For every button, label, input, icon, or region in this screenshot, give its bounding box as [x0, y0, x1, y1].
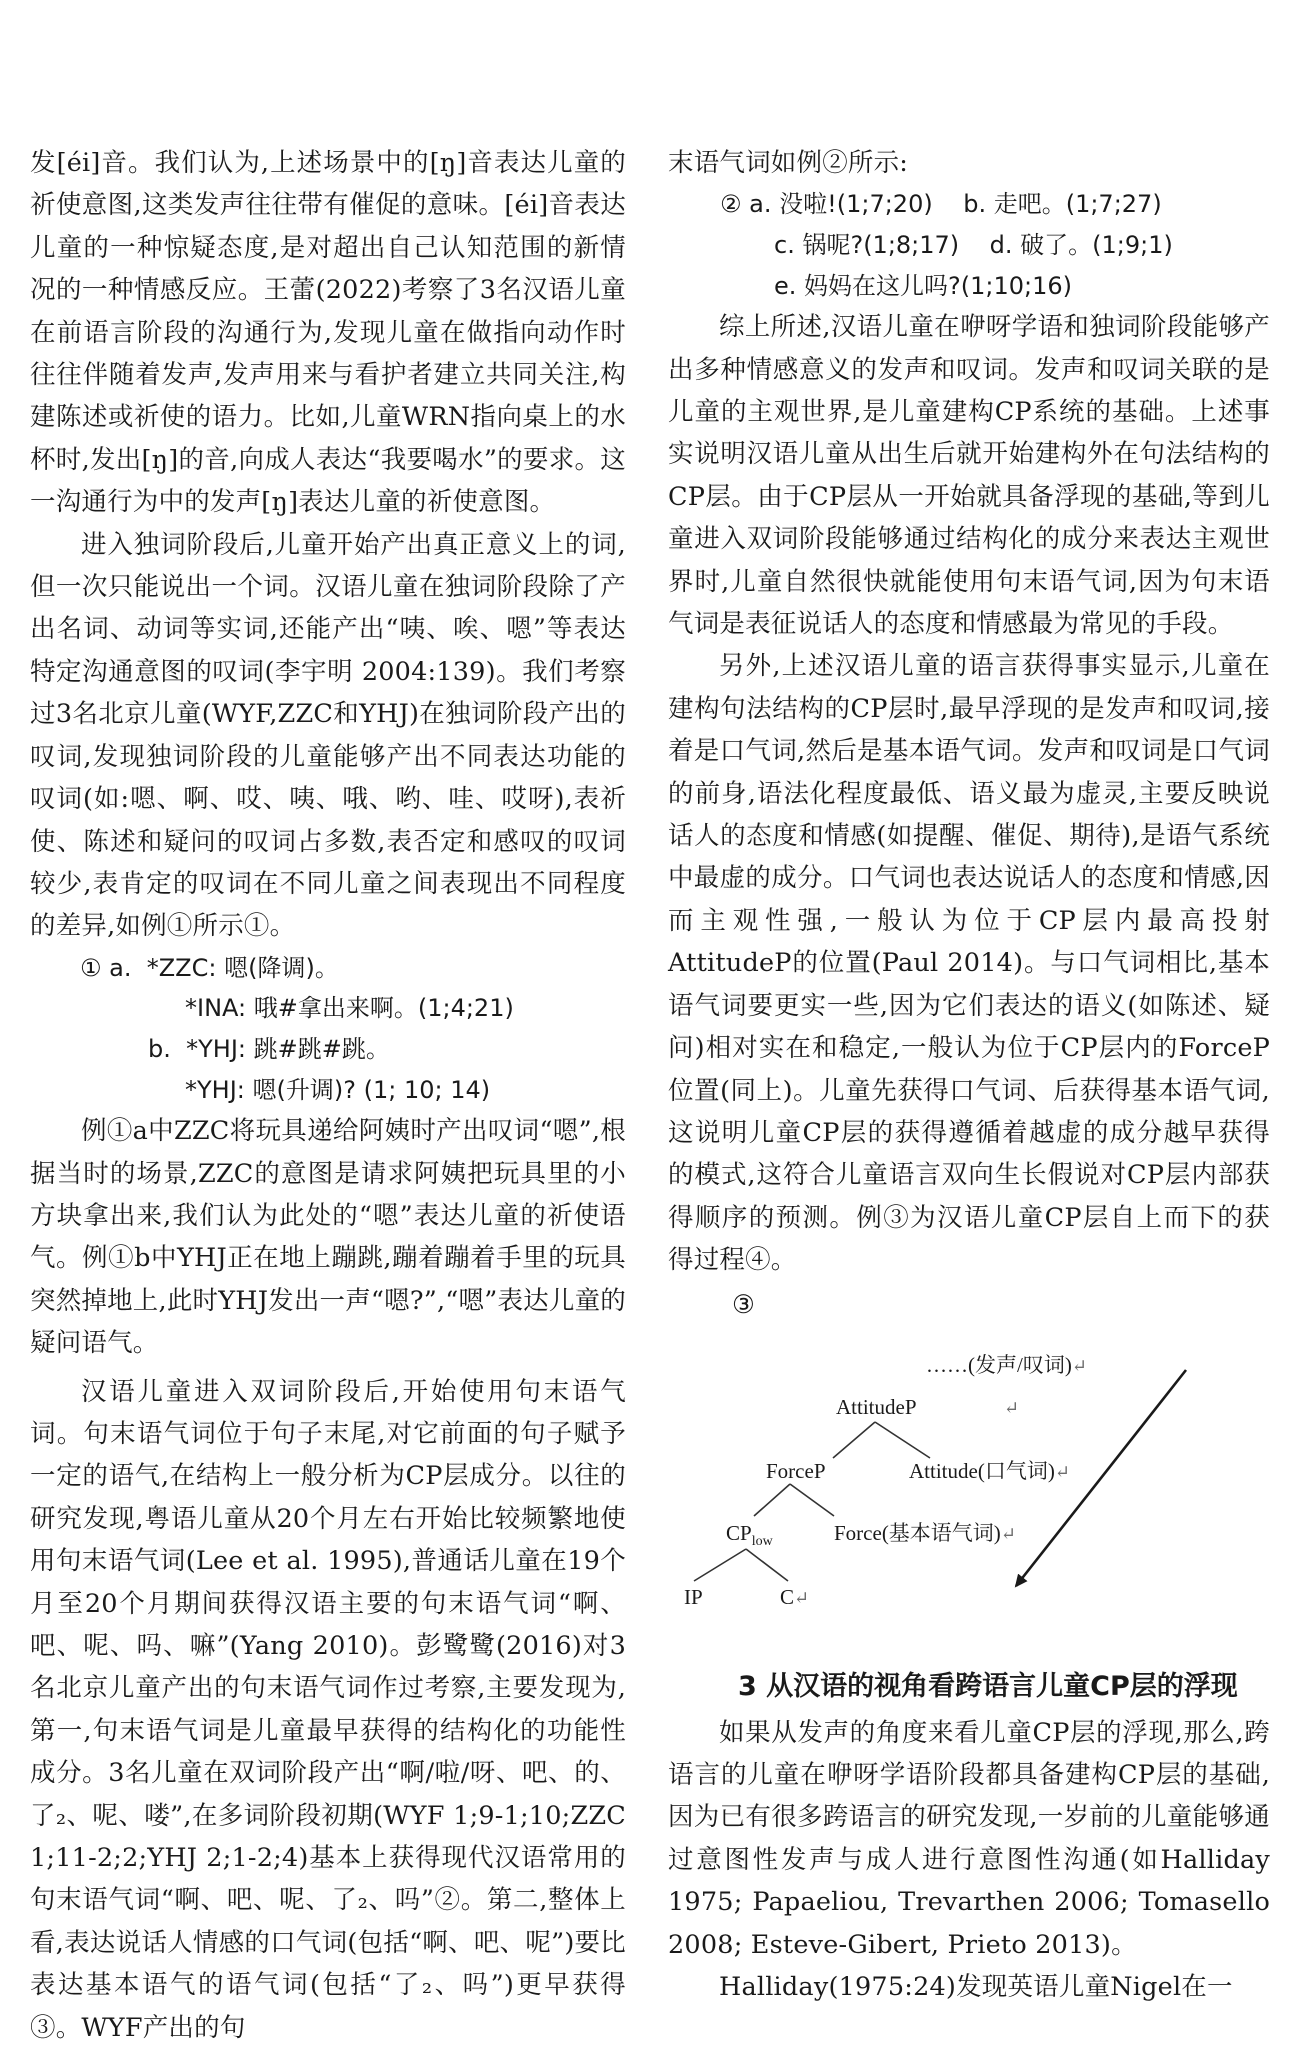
- tree-node-top: ……(发声/叹词)↵: [926, 1352, 1087, 1377]
- example-1-line-a2: *INA: 哦#拿出来啊。(1;4;21): [185, 994, 514, 1023]
- section-title: 3 从汉语的视角看跨语言儿童CP层的浮现: [738, 1670, 1238, 1702]
- tree-node-forcep: ForceP: [766, 1458, 826, 1483]
- right-paragraph-3: 另外,上述汉语儿童的语言获得事实显示,儿童在建构句法结构的CP层时,最早浮现的是发声和叹词,接着是口气词,然后是基本语气词。发声和叹词是口气词的前身,语法化程度最低、语义最为虚灵,主要反映说话人的态度和情感(如提醒、催促、期待),是语气系统中最虚的成分。口气词也表达说话人的态度和情感,因而主观性强,一般认为位于CP层内最高投射AttitudeP的位置(Paul 2014)。与口气词相比,基本语气词要更实一些,因为它们表达的语义(如陈述、疑问)相对实在和稳定,一般认为位于CP层内的ForceP位置(同上)。儿童先获得口气词、后获得基本语气词,这说明儿童CP层的获得遵循着越虚的成分越早获得的模式,这符合儿童语言双向生长假说对CP层内部获得顺序的预测。例③为汉语儿童CP层自上而下的获得过程④。: [668, 651, 1270, 1276]
- tree-node-force: Force(基本语气词)↵: [834, 1520, 1016, 1545]
- left-paragraph-2: 进入独词阶段后,儿童开始产出真正意义上的词,但一次只能说出一个词。汉语儿童在独词阶段除了产出名词、动词等实词,还能产出“咦、唉、嗯”等表达特定沟通意图的叹词(李宇明 2004:139)。我们考察过3名北京儿童(WYF,ZZC和YHJ)在独词阶段产出的叹词,发现独词阶段的儿童能够产出不同表达功能的叹词(如:嗯、啊、哎、咦、哦、哟、哇、哎呀),表祈使、陈述和疑问的叹词占多数,表否定和感叹的叹词较少,表肯定的叹词在不同儿童之间表现出不同程度的差异,如例①所示①。: [30, 529, 626, 942]
- tree-node-ip: IP: [684, 1584, 703, 1609]
- left-paragraph-4: 汉语儿童进入双词阶段后,开始使用句末语气词。句末语气词位于句子末尾,对它前面的句子赋予一定的语气,在结构上一般分析为CP层成分。以往的研究发现,粤语儿童从20个月左右开始比较频繁地使用句末语气词(Lee et al. 1995),普通话儿童在19个月至20个月期间获得汉语主要的句末语气词“啊、吧、呢、吗、嘛”(Yang 2010)。彭鹭鹭(2016)对3名北京儿童产出的句末语气词作过考察,主要发现为,第一,句末语气词是儿童最早获得的结构化的功能性成分。3名儿童在双词阶段产出“啊/啦/呀、吧、的、了₂、呢、喽”,在多词阶段初期(WYF 1;9-1;10;ZZC 1;11-2;2;YHJ 2;1-2;4)基本上获得现代汉语常用的句末语气词“啊、吧、呢、了₂、吗”②。第二,整体上看,表达说话人情感的口气词(包括“啊、吧、呢”)要比表达基本语气的语气词(包括“了₂、吗”)更早获得③。WYF产出的句: [30, 1376, 626, 2043]
- branch-forcep-force: [790, 1484, 834, 1516]
- example-2-line-1: ② a. 没啦!(1;7;20) b. 走吧。(1;7;27): [720, 190, 1162, 219]
- return-mark: ↵: [1000, 1523, 1016, 1544]
- left-paragraph-1: 发[éi]音。我们认为,上述场景中的[ŋ]音表达儿童的祈使意图,这类发声往往带有催促的意味。[éi]音表达儿童的一种惊疑态度,是对超出自己认知范围的新情况的一种情感反应。王蕾(2022)考察了3名汉语儿童在前语言阶段的沟通行为,发现儿童在做指向动作时往往伴随着发声,发声用来与看护者建立共同关注,构建陈述或祈使的语力。比如,儿童WRN指向桌上的水杯时,发出[ŋ]的音,向成人表达“我要喝水”的要求。这一沟通行为中的发声[ŋ]表达儿童的祈使意图。: [30, 148, 626, 518]
- example-3-label: ③: [732, 1289, 755, 1320]
- cp-tree-diagram: [668, 1330, 1270, 1630]
- branch-attitudep-forcep: [833, 1422, 875, 1458]
- example-1-line-b2: *YHJ: 嗯(升调)? (1; 10; 14): [185, 1075, 491, 1104]
- example-1-line-a1: ① a. *ZZC: 嗯(降调)。: [80, 953, 339, 982]
- example-2-line-2: c. 锅呢?(1;8;17) d. 破了。(1;9;1): [774, 231, 1173, 259]
- branch-attitudep-attitude: [875, 1422, 930, 1458]
- example-1: [30, 948, 626, 1110]
- return-mark: ↵: [1054, 1461, 1070, 1482]
- branch-forcep-cplow: [754, 1484, 790, 1516]
- tree-node-c: C↵: [780, 1584, 810, 1609]
- example-2: [668, 184, 1270, 306]
- tree-node-attitudep: AttitudeP: [836, 1394, 917, 1419]
- example-1-line-b1: b. *YHJ: 跳#跳#跳。: [148, 1034, 390, 1063]
- right-paragraph-1: 末语气词如例②所示:: [668, 148, 909, 178]
- return-mark: ↵: [1004, 1397, 1020, 1418]
- right-paragraph-4: 如果从发声的角度来看儿童CP层的浮现,那么,跨语言的儿童在咿呀学语阶段都具备建构CP层的基础,因为已有很多跨语言的研究发现,一岁前的儿童能够通过意图性发声与成人进行意图性沟通(如Halliday 1975; Papaeliou, Trevarthen 2006; Tomasello 2008; Esteve-Gibert, Prieto 2013)。: [668, 1717, 1270, 1960]
- left-column: [30, 142, 626, 2049]
- right-column: [668, 142, 1270, 2008]
- example-2-line-3: e. 妈妈在这儿吗?(1;10;16): [774, 271, 1073, 300]
- return-mark: ↵: [1071, 1355, 1087, 1376]
- right-paragraph-5: Halliday(1975:24)发现英语儿童Nigel在一: [719, 1971, 1233, 2002]
- left-paragraph-3: 例①a中ZZC将玩具递给阿姨时产出叹词“嗯”,根据当时的场景,ZZC的意图是请求阿姨把玩具里的小方块拿出来,我们认为此处的“嗯”表达儿童的祈使语气。例①b中YHJ正在地上蹦跳,蹦着蹦着手里的玩具突然掉地上,此时YHJ发出一声“嗯?”,“嗯”表达儿童的疑问语气。: [30, 1116, 626, 1359]
- tree-node-attitude: Attitude(口气词)↵: [909, 1458, 1070, 1483]
- return-mark: ↵: [794, 1587, 810, 1608]
- right-paragraph-2: 综上所述,汉语儿童在咿呀学语和独词阶段能够产出多种情感意义的发声和叹词。发声和叹词关联的是儿童的主观世界,是儿童建构CP系统的基础。上述事实说明汉语儿童从出生后就开始建构外在句法结构的CP层。由于CP层从一开始就具备浮现的基础,等到儿童进入双词阶段能够通过结构化的成分来表达主观世界时,儿童自然很快就能使用句末语气词,因为句末语气词是表征说话人的态度和情感最为常见的手段。: [668, 312, 1270, 640]
- tree-node-cp-low: $CP_{low}$: [726, 1520, 773, 1549]
